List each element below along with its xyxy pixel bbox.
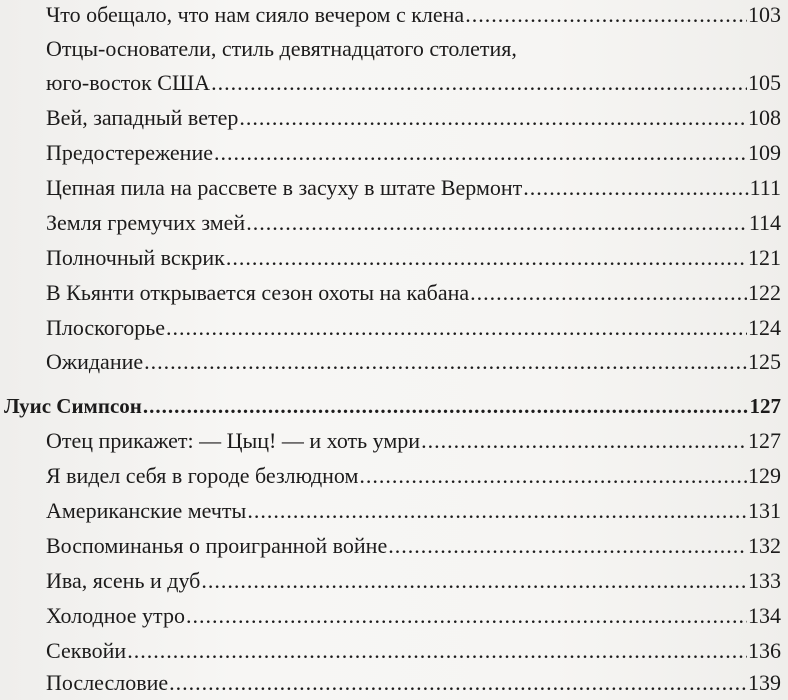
dot-leader — [214, 136, 747, 170]
dot-leader — [465, 0, 747, 32]
toc-entry-title: Воспоминанья о проигранной войне — [46, 533, 388, 558]
toc-entry — [46, 494, 781, 528]
dot-leader — [211, 66, 747, 100]
dot-leader — [226, 241, 747, 275]
toc-page-number: 133 — [748, 568, 781, 593]
toc-entry — [46, 311, 781, 345]
toc-page-number: 109 — [748, 140, 781, 165]
dot-leader — [186, 599, 747, 633]
toc-entry — [46, 276, 781, 310]
toc-page-number: 139 — [748, 670, 781, 695]
toc-entry-title: Вей, западный ветер — [46, 105, 239, 130]
toc-entry — [46, 599, 781, 633]
toc-entry-title: Цепная пила на рассвете в засуху в штате Вермонт — [46, 175, 523, 200]
toc-entry-title: Плоскогорье — [46, 315, 166, 340]
toc-author-name: Луис Симпсон — [4, 394, 142, 418]
toc-entry-title: Американские мечты — [46, 498, 247, 523]
toc-entry — [46, 171, 781, 205]
dot-leader — [144, 345, 747, 379]
toc-page-number: 124 — [748, 315, 781, 340]
toc-entry — [46, 564, 781, 598]
toc-entry-title: Я видел себя в городе безлюдном — [46, 463, 359, 488]
dot-leader — [239, 101, 747, 135]
toc-page-number: 127 — [748, 428, 781, 453]
toc-entry-title: Ожидание — [46, 349, 144, 374]
toc-page-number: 103 — [748, 2, 781, 27]
dot-leader — [127, 634, 747, 668]
toc-page-number: 125 — [748, 349, 781, 374]
toc-entry — [46, 66, 781, 100]
toc-page-number: 105 — [748, 70, 781, 95]
toc-entry-title: Секвойи — [46, 638, 127, 663]
toc-entry — [46, 424, 781, 458]
toc-page-number: 131 — [748, 498, 781, 523]
toc-page-number: 129 — [748, 463, 781, 488]
dot-leader — [169, 666, 747, 700]
dot-leader — [166, 311, 747, 345]
dot-leader — [247, 494, 747, 528]
toc-entry-title: Отец прикажет: — Цыц! — и хоть умри — [46, 428, 421, 453]
toc-entry-title: Холодное утро — [46, 603, 185, 628]
toc-entry-title: юго-восток США — [46, 70, 211, 95]
toc-page-number: 127 — [749, 394, 781, 418]
toc-page-number: 114 — [748, 210, 781, 235]
toc-page-number: 111 — [749, 175, 781, 200]
dot-leader — [143, 389, 749, 423]
toc-entry — [46, 101, 781, 135]
toc-entry — [46, 136, 781, 170]
toc-entry — [46, 666, 781, 700]
toc-entry-title: Ива, ясень и дуб — [46, 568, 201, 593]
toc-entry — [46, 241, 781, 275]
dot-leader — [470, 276, 747, 310]
toc-page-number: 108 — [748, 105, 781, 130]
toc-author-heading — [4, 389, 781, 423]
dot-leader — [246, 206, 748, 240]
dot-leader — [388, 529, 747, 563]
toc-entry-title: Отцы-основатели, стиль девятнадцатого столетия, — [46, 36, 517, 61]
toc-entry — [46, 206, 781, 240]
toc-entry — [46, 0, 781, 32]
toc-entry — [46, 345, 781, 379]
dot-leader — [359, 459, 747, 493]
dot-leader — [421, 424, 747, 458]
toc-page-number: 122 — [748, 280, 781, 305]
toc-page-number: 121 — [748, 245, 781, 270]
toc-page-number: 134 — [748, 603, 781, 628]
toc-entry-title: Послесловие — [46, 670, 169, 695]
toc-entry-title: В Кьянти открывается сезон охоты на кабана — [46, 280, 470, 305]
toc-entry-title: Что обещало, что нам сияло вечером с клена — [46, 2, 465, 27]
toc-entry — [46, 459, 781, 493]
toc-entry-title: Земля гремучих змей — [46, 210, 246, 235]
dot-leader — [201, 564, 747, 598]
toc-entry — [46, 529, 781, 563]
dot-leader — [523, 171, 748, 205]
toc-entry — [46, 634, 781, 668]
toc-entry-title: Полночный вскрик — [46, 245, 225, 270]
toc-entry-continued — [46, 32, 781, 66]
toc-entry-title: Предостережение — [46, 140, 213, 165]
toc-page-number: 132 — [748, 533, 781, 558]
toc-page-number: 136 — [748, 638, 781, 663]
